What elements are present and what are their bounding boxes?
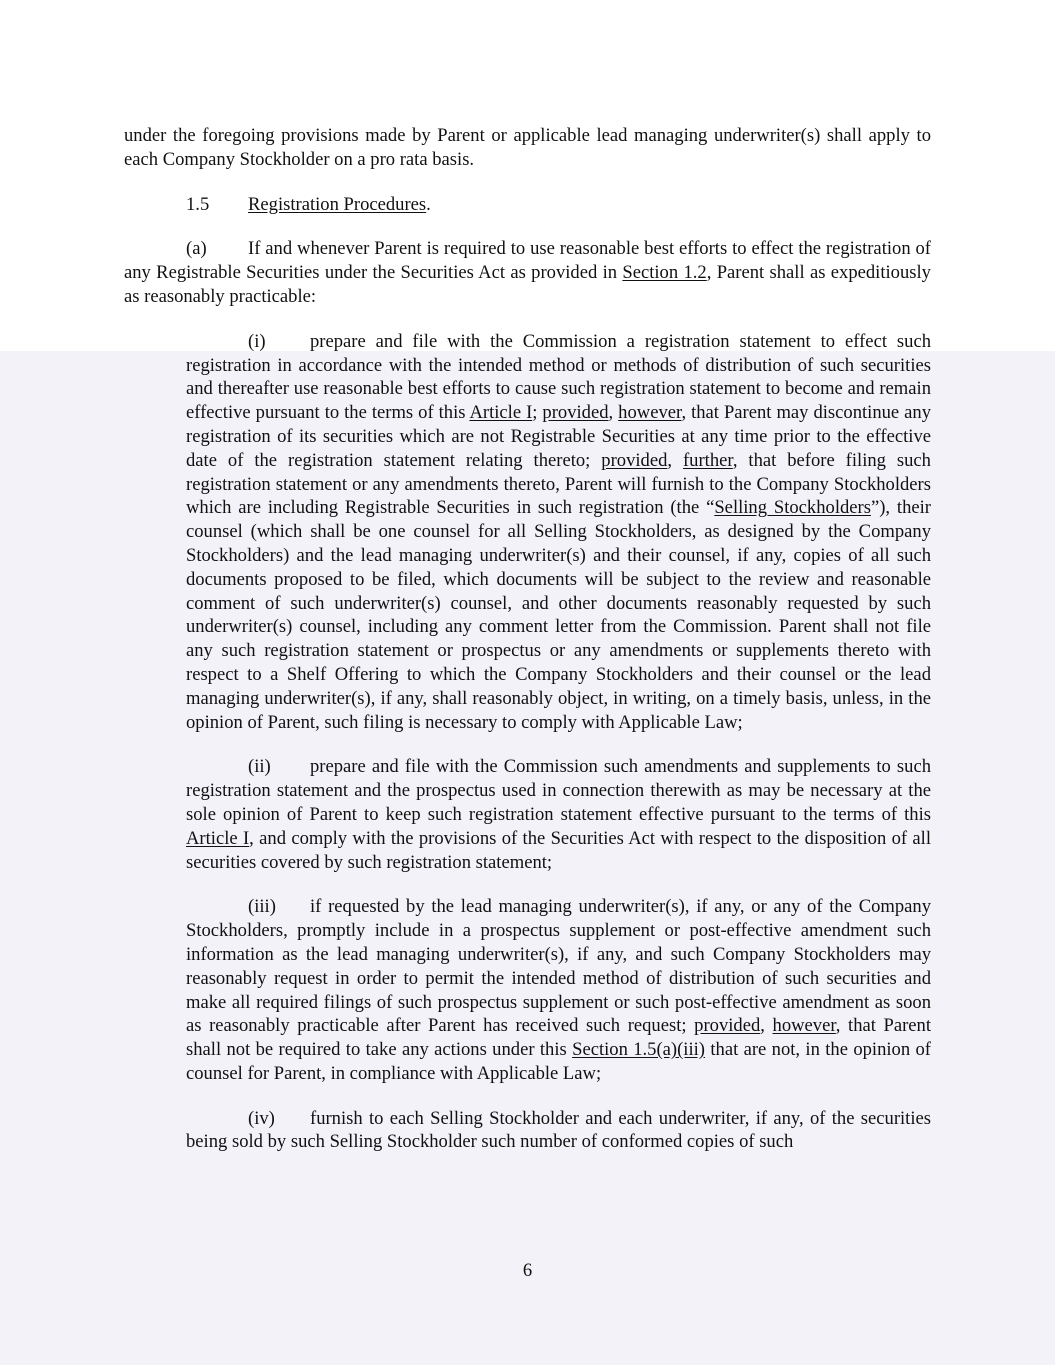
clause-ii: (ii) prepare and file with the Commission such amendments and supplements to such registration statement and the prospectus used in connection therewith as may be necessary at the sole opinion of Parent to keep such registration statement effective pursuant to the terms of this Article I, and comply with the provisions of the Securities Act with respect to the disposition of all securities covered by such registration statement;: [186, 756, 931, 873]
term-however: however: [618, 402, 682, 424]
clause-ii-number: (ii): [248, 756, 271, 778]
term-however: however: [772, 1015, 836, 1037]
clause-i-number: (i): [248, 330, 266, 352]
document-page: [124, 124, 931, 1154]
term-further: further: [682, 449, 733, 471]
term-provided: provided: [542, 402, 609, 424]
clause-iii-number: (iii): [248, 896, 276, 918]
paragraph-continuation: under the foregoing provisions made by Parent or applicable lead managing underwriter(s) shall apply to each Company Stockholder on a pro rata basis.: [124, 125, 931, 170]
ref-section-1-5-a-iii: Section 1.5(a)(iii): [572, 1039, 706, 1061]
ref-article-i: Article I: [469, 402, 533, 424]
section-title: Registration Procedures: [248, 193, 427, 215]
page-number: 6: [522, 1260, 533, 1281]
paragraph-a-number: (a): [186, 238, 207, 260]
clause-iv: (iv) furnish to each Selling Stockholder and each underwriter, if any, of the securities being sold by such Selling Stockholder such number of conformed copies of such: [186, 1107, 931, 1153]
clause-i: (i) prepare and file with the Commission a registration statement to effect such registration in accordance with the intended method or methods of distribution of such securities and thereafter use reasonable best efforts to cause such registration statement to become and remain effective pursuant to the terms of this Article I; provided, however, that Parent may discontinue any registration of its securities which are not Registrable Securities at any time prior to the effective date of the registration statement relating thereto; provided, further, that before filing such registration statement or any amendments thereto, Parent will furnish to the Company Stockholders which are including Registrable Securities in such registration (the “Selling Stockholders”), their counsel (which shall be one counsel for all Selling Stockholders, as designed by the Company Stockholders) and the lead managing underwriter(s) and their counsel, if any, copies of all such documents proposed to be filed, which documents will be subject to the review and reasonable comment of such underwriter(s) counsel, and other documents reasonably requested by such underwriter(s) counsel, including any comment letter from the Commission. Parent shall not file any such registration statement or prospectus or any amendments or supplements thereto with respect to a Shelf Offering to which the Company Stockholders and their counsel or the lead managing underwriter(s), if any, shall reasonably object, in writing, on a timely basis, unless, in the opinion of Parent, such filing is necessary to comply with Applicable Law;: [186, 330, 932, 733]
term-provided: provided: [694, 1015, 761, 1037]
section-heading: 1.5 Registration Procedures.: [186, 193, 431, 215]
section-number: 1.5: [186, 193, 210, 215]
ref-article-i: Article I: [186, 827, 250, 849]
clause-iv-number: (iv): [248, 1107, 275, 1129]
term-provided: provided: [601, 449, 668, 471]
paragraph-a: (a) If and whenever Parent is required to use reasonable best efforts to effect the registration of any Registrable Securities under the Securities Act as provided in Section 1.2, Parent shall as expeditiously as reasonably practicable:: [124, 238, 931, 307]
clause-iii: (iii) if requested by the lead managing underwriter(s), if any, or any of the Company Stockholders, promptly include in a prospectus supplement or post-effective amendment such information as the lead managing underwriter(s), if any, and such Company Stockholders may reasonably request in order to permit the intended method of distribution of such securities and make all required filings of such prospectus supplement or such post-effective amendment as soon as reasonably practicable after Parent has received such request; provided, however, that Parent shall not be required to take any actions under this Section 1.5(a)(iii) that are not, in the opinion of counsel for Parent, in compliance with Applicable Law;: [186, 896, 932, 1084]
link-section-1-2: Section 1.2: [622, 262, 707, 284]
term-selling-stockholders: Selling Stockholders: [714, 497, 871, 519]
